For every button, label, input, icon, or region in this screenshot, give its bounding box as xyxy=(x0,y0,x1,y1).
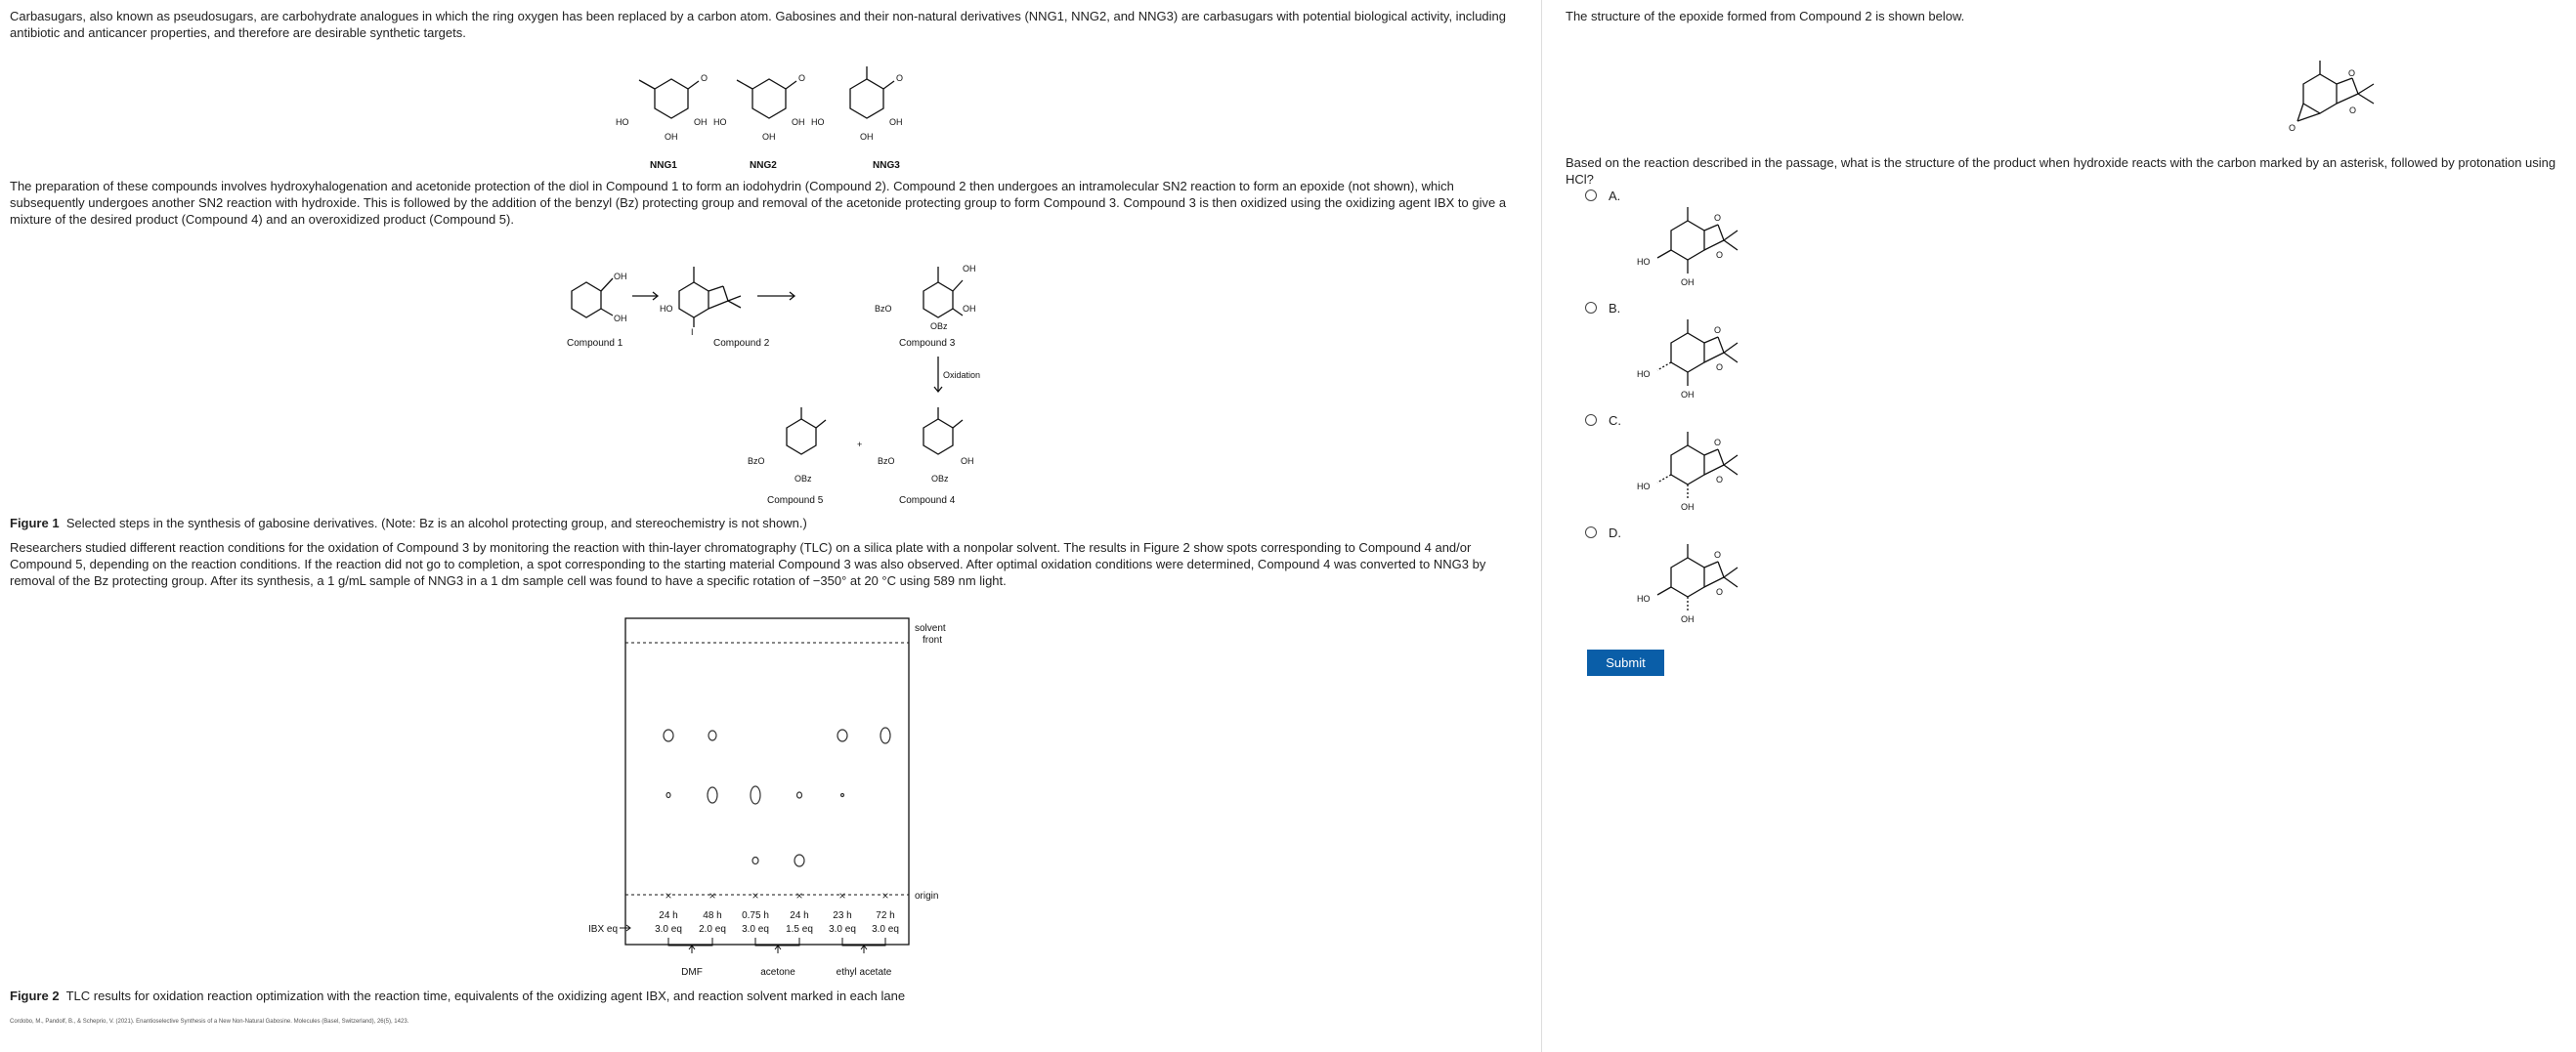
oh-atom: OH xyxy=(1681,390,1695,400)
o-atom: O xyxy=(896,73,904,83)
plus-sign: + xyxy=(857,440,863,449)
o-atom: O xyxy=(1714,438,1722,447)
o-atom: O xyxy=(1716,362,1724,372)
oh-atom: OH xyxy=(961,456,974,466)
o-atom: O xyxy=(1714,213,1722,223)
o-atom: O xyxy=(1714,550,1722,560)
lane-1-eq: 3.0 eq xyxy=(655,924,682,935)
compound-4-label: Compound 4 xyxy=(899,495,956,506)
solvent-dmf-label: DMF xyxy=(681,967,703,978)
figure-2-tlc-plate xyxy=(569,610,1018,986)
ho-atom: HO xyxy=(660,304,673,314)
lane-1-time: 24 h xyxy=(659,910,678,921)
passage-paragraph-2: The preparation of these compounds involves hydroxyhalogenation and acetonide protection of the diol in Compound 1 to form an iodohydrin (Compound 2). Compound 2 then undergoes an intramolecular SN2 reaction to form an epoxide (not shown), which subsequently undergoes another SN2 reaction with hydroxide. This is followed by the addition of the benzyl (Bz) protecting group and removal of the acetonide protecting group to form Compound 3. Compound 3 is then oxidized using the oxidizing agent IBX to give a mixture of the desired product (Compound 4) and an overoxidized product (Compound 5). xyxy=(10,179,1507,227)
solvent-front-label: front xyxy=(923,635,943,646)
option-b-structure xyxy=(1634,314,1761,406)
lane-2-time: 48 h xyxy=(703,910,722,921)
ibx-eq-label: IBX eq xyxy=(588,924,619,935)
ho-atom: HO xyxy=(811,117,825,127)
lane-2-eq: 2.0 eq xyxy=(699,924,726,935)
figure-2-caption xyxy=(10,988,905,1004)
oh-atom: OH xyxy=(694,117,708,127)
solvent-front-label: solvent xyxy=(915,623,946,634)
nng-structures-figure xyxy=(596,62,948,174)
oh-atom: OH xyxy=(665,132,678,142)
figure-1-caption-label: Figure 1 xyxy=(10,516,60,530)
obz-atom: OBz xyxy=(794,474,812,484)
option-b-label[interactable]: B. xyxy=(1609,301,1621,316)
lane-4-time: 24 h xyxy=(790,910,809,921)
nng1-label: NNG1 xyxy=(650,160,677,171)
oxidation-label: Oxidation xyxy=(943,370,981,380)
o-atom: O xyxy=(798,73,806,83)
oh-atom: OH xyxy=(614,272,627,281)
compound-5-label: Compound 5 xyxy=(767,495,824,506)
lane-3-eq: 3.0 eq xyxy=(742,924,769,935)
oh-atom: OH xyxy=(889,117,903,127)
o-atom: O xyxy=(2289,123,2297,133)
ho-atom: HO xyxy=(713,117,727,127)
figure-1-caption-text: Selected steps in the synthesis of gabosine derivatives. (Note: Bz is an alcohol protecting group, and stereochemistry is not shown.) xyxy=(65,516,807,530)
ho-atom: HO xyxy=(1637,369,1651,379)
oh-atom: OH xyxy=(860,132,874,142)
option-c-structure xyxy=(1634,426,1761,519)
submit-button[interactable]: Submit xyxy=(1587,650,1664,676)
o-atom: O xyxy=(2349,105,2357,115)
origin-mark: × xyxy=(881,889,889,903)
nng3-label: NNG3 xyxy=(873,160,900,171)
question-intro: The structure of the epoxide formed from Compound 2 is shown below. xyxy=(1566,9,1965,23)
lane-6-eq: 3.0 eq xyxy=(872,924,899,935)
solvent-acetone-label: acetone xyxy=(760,967,795,978)
oh-atom: OH xyxy=(1681,277,1695,287)
o-atom: O xyxy=(2348,68,2356,78)
o-atom: O xyxy=(1716,587,1724,597)
ho-atom: HO xyxy=(1637,482,1651,491)
origin-mark: × xyxy=(665,889,672,903)
option-a-radio[interactable] xyxy=(1585,189,1597,201)
obz-atom: OBz xyxy=(930,321,948,331)
epoxide-structure xyxy=(2284,57,2411,145)
compound-3-label: Compound 3 xyxy=(899,338,956,349)
o-atom: O xyxy=(1714,325,1722,335)
figure-1-caption xyxy=(10,515,807,531)
citation: Cordobo, M., Pandolf, B., & Scheprio, V. (2021). Enantioselective Synthesis of a New Non-Natural Gabosine. Molecules (Basel, Switzerland), 26(5), 1423. xyxy=(10,1019,409,1025)
oh-atom: OH xyxy=(762,132,776,142)
figure-2-caption-text: TLC results for oxidation reaction optimization with the reaction time, equivalents of the oxidizing agent IBX, and reaction solvent marked in each lane xyxy=(65,989,906,1003)
o-atom: O xyxy=(1716,475,1724,484)
ho-atom: HO xyxy=(616,117,629,127)
lane-5-time: 23 h xyxy=(833,910,852,921)
option-a-structure xyxy=(1634,201,1761,294)
lane-6-time: 72 h xyxy=(876,910,895,921)
lane-4-eq: 1.5 eq xyxy=(786,924,813,935)
solvent-ethyl-acetate-label: ethyl acetate xyxy=(836,967,892,978)
oh-atom: OH xyxy=(963,304,976,314)
figure-2-caption-label: Figure 2 xyxy=(10,989,60,1003)
option-d-radio[interactable] xyxy=(1585,526,1597,538)
compound-2-label: Compound 2 xyxy=(713,338,770,349)
option-c-radio[interactable] xyxy=(1585,414,1597,426)
lane-5-eq: 3.0 eq xyxy=(829,924,856,935)
figure-1-scheme xyxy=(552,247,1011,511)
option-c-label[interactable]: C. xyxy=(1609,413,1621,428)
oh-atom: OH xyxy=(614,314,627,323)
origin-label: origin xyxy=(915,891,939,902)
ho-atom: HO xyxy=(1637,594,1651,604)
passage-paragraph-3: Researchers studied different reaction conditions for the oxidation of Compound 3 by monitoring the reaction with thin-layer chromatography (TLC) on a silica plate with a nonpolar solvent. The results in Figure 2 show spots corresponding to Compound 4 and/or Compound 5, depending on the reaction conditions. If the reaction did not go to completion, a spot corresponding to the starting material Compound 3 was also observed. After optimal oxidation conditions were determined, Compound 4 was converted to NNG3 by removal of the Bz protecting group. After its synthesis, a 1 g/mL sample of NNG3 in a 1 dm sample cell was found to have a specific rotation of −350° at 20 °C using 589 nm light. xyxy=(10,540,1486,588)
origin-mark: × xyxy=(751,889,759,903)
ho-atom: HO xyxy=(1637,257,1651,267)
question-stem: Based on the reaction described in the passage, what is the structure of the product when hydroxide reacts with the carbon marked by an asterisk, followed by protonation using HCl? xyxy=(1566,155,2556,187)
passage-paragraph-1: Carbasugars, also known as pseudosugars, are carbohydrate analogues in which the ring oxygen has been replaced by a carbon atom. Gabosines and their non-natural derivatives (NNG1, NNG2, and NNG3) are carbasugars with potential biological activity, including antibiotic and anticancer properties, and therefore are desirable synthetic targets. xyxy=(10,9,1506,40)
bzo-atom: BzO xyxy=(875,304,892,314)
origin-mark: × xyxy=(795,889,803,903)
panel-divider xyxy=(1541,0,1542,1052)
origin-mark: × xyxy=(708,889,716,903)
compound-1-label: Compound 1 xyxy=(567,338,623,349)
option-b-radio[interactable] xyxy=(1585,302,1597,314)
bzo-atom: BzO xyxy=(748,456,765,466)
o-atom: O xyxy=(701,73,708,83)
lane-3-time: 0.75 h xyxy=(742,910,769,921)
oh-atom: OH xyxy=(792,117,805,127)
option-d-label[interactable]: D. xyxy=(1609,526,1621,540)
o-atom: O xyxy=(1716,250,1724,260)
oh-atom: OH xyxy=(1681,614,1695,624)
obz-atom: OBz xyxy=(931,474,949,484)
option-d-structure xyxy=(1634,538,1761,631)
nng2-label: NNG2 xyxy=(750,160,777,171)
oh-atom: OH xyxy=(1681,502,1695,512)
iodine-atom: I xyxy=(691,327,694,337)
option-a-label[interactable]: A. xyxy=(1609,189,1621,203)
origin-mark: × xyxy=(838,889,846,903)
bzo-atom: BzO xyxy=(878,456,895,466)
oh-atom: OH xyxy=(963,264,976,274)
